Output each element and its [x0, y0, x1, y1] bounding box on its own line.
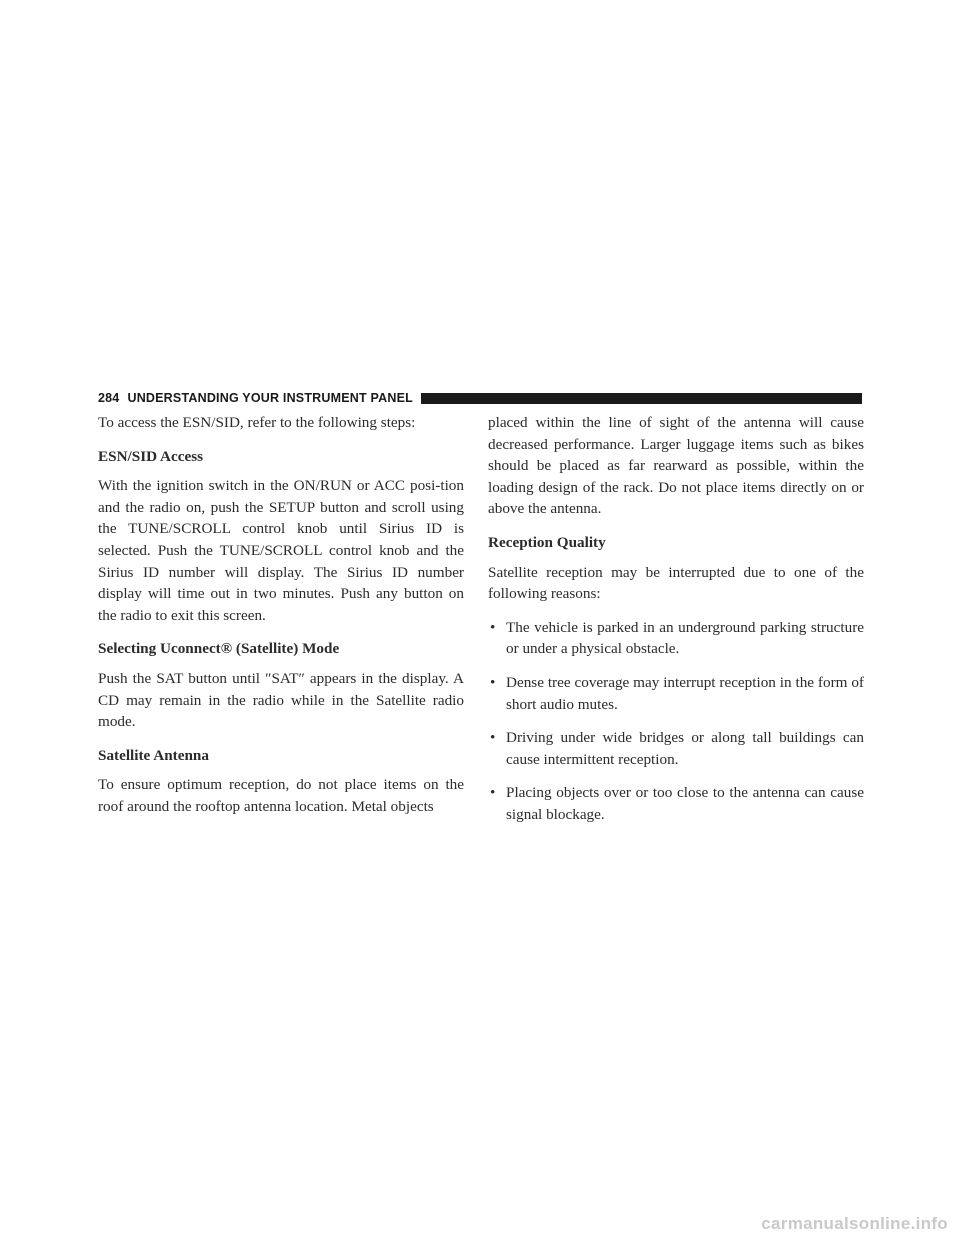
list-item [488, 617, 864, 660]
page-header [98, 391, 862, 405]
left-column [98, 412, 464, 830]
list-item [488, 782, 864, 825]
satellite-mode-paragraph: Push the SAT button until ″SAT″ appears in the display. A CD may remain in the radio while in the Satellite radio mode. [98, 669, 464, 731]
section-title: UNDERSTANDING YOUR INSTRUMENT PANEL [127, 391, 413, 405]
satellite-antenna-heading: Satellite Antenna [98, 746, 209, 764]
list-item-text: The vehicle is parked in an underground parking structure or under a physical obstacle. [506, 618, 864, 658]
satellite-mode-heading: Selecting Uconnect® (Satellite) Mode [98, 640, 340, 658]
right-column [488, 412, 864, 838]
bullet-icon: • [490, 729, 496, 747]
list-item-text: Driving under wide bridges or along tall buildings can cause intermittent reception. [506, 729, 864, 768]
page-number: 284 [98, 391, 120, 405]
list-item [488, 727, 864, 770]
list-item-text: Placing objects over or too close to the antenna can cause signal blockage. [506, 784, 864, 823]
esn-sid-access-paragraph: With the ignition switch in the ON/RUN or ACC posi-tion and the radio on, push the SETUP button and scroll using the TUNE/SCROLL control knob until Sirius ID is selected. Push the TUNE/SCROLL control knob and the Sirius ID number will display. The Sirius ID number display will time out in two minutes. Push any button on the radio to exit this screen. [98, 477, 464, 624]
header-rule [421, 393, 862, 404]
bullet-icon: • [490, 618, 496, 636]
reception-quality-paragraph: Satellite reception may be interrupted due to one of the following reasons: [488, 563, 864, 603]
reception-quality-heading: Reception Quality [488, 533, 606, 551]
bullet-icon: • [490, 784, 496, 802]
watermark-link[interactable]: carmanualsonline.info [761, 1214, 948, 1233]
intro-paragraph: To access the ESN/SID, refer to the following steps: [98, 414, 416, 431]
list-item [488, 672, 864, 715]
satellite-antenna-paragraph: To ensure optimum reception, do not place items on the roof around the rooftop antenna location. Metal objects [98, 776, 464, 815]
reception-reasons-list [488, 617, 864, 826]
list-item-text: Dense tree coverage may interrupt reception in the form of short audio mutes. [506, 673, 864, 713]
bullet-icon: • [490, 673, 496, 691]
antenna-paragraph-continued: placed within the line of sight of the antenna will cause decreased performance. Larger luggage items such as bikes should be placed as far rearward as possible, within the loading design of the rack. Do not place items directly on or above the antenna. [488, 414, 864, 518]
esn-sid-access-heading: ESN/SID Access [98, 447, 204, 465]
